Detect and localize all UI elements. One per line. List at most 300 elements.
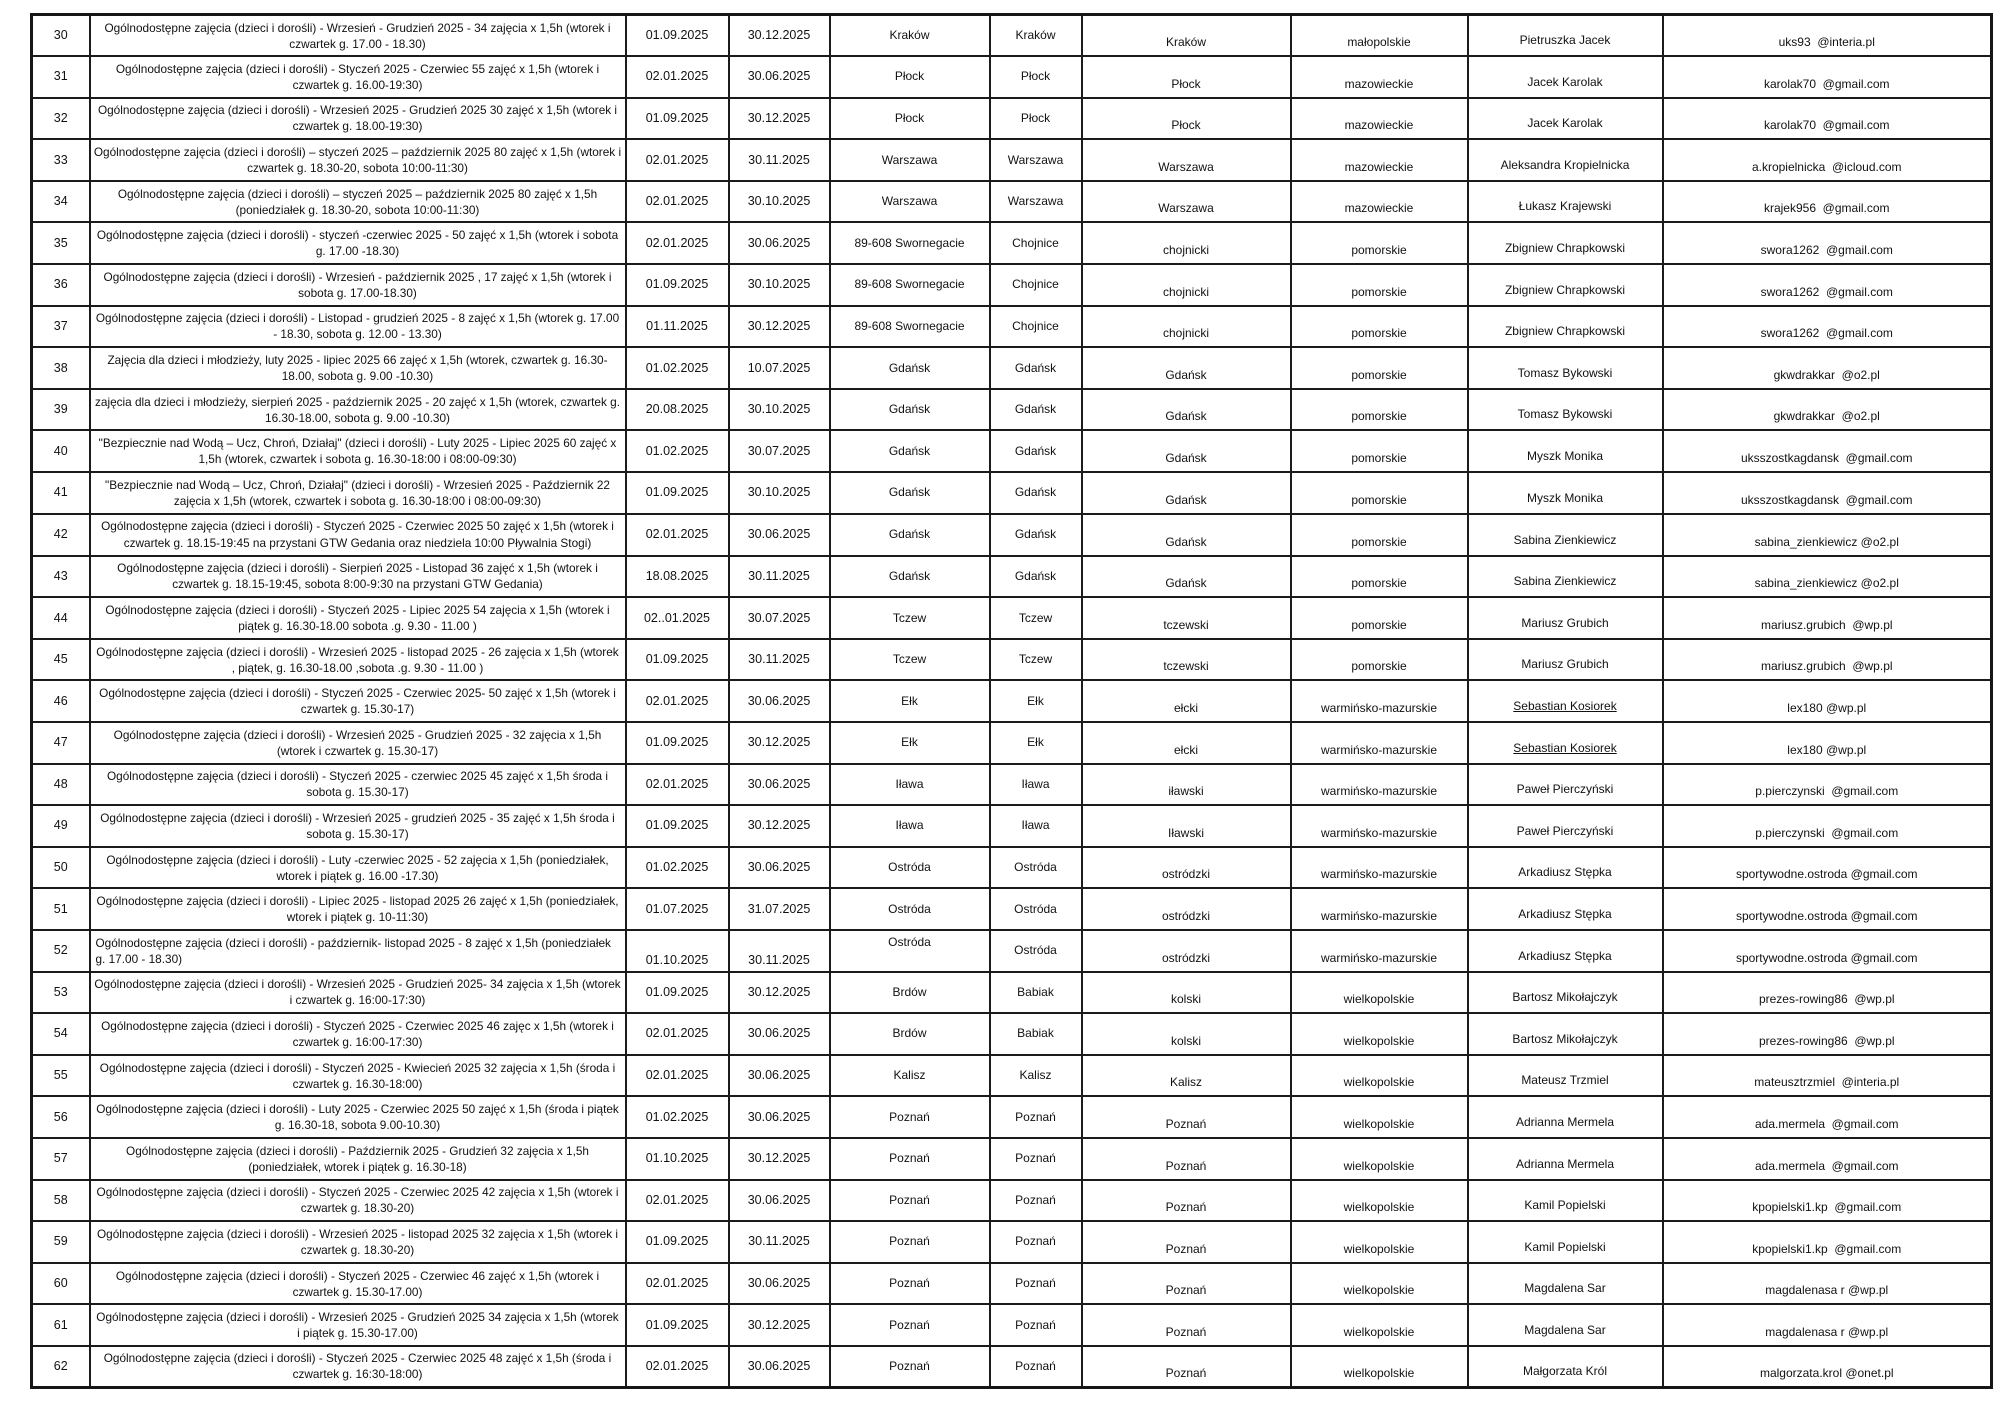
place [830, 1263, 990, 1305]
organizer-email [1663, 639, 1992, 681]
end-date [729, 514, 830, 556]
municipality-text: Gdańsk [1014, 568, 1057, 583]
activity-description [90, 181, 626, 223]
organizer-email-text: gkwdrakkar @o2.pl [1773, 367, 1880, 382]
activity-description [90, 98, 626, 140]
activity-description [90, 888, 626, 930]
row-number [32, 472, 90, 514]
end-date [729, 430, 830, 472]
end-date [729, 764, 830, 806]
organizer-name [1468, 1221, 1663, 1263]
organizer-name-text: Bartosz Mikołajczyk [1512, 1031, 1618, 1046]
municipality [990, 722, 1082, 764]
district [1082, 264, 1291, 306]
row-number [32, 389, 90, 431]
start-date-text: 20.08.2025 [645, 402, 709, 417]
start-date [626, 722, 729, 764]
place [830, 389, 990, 431]
end-date-text: 30.10.2025 [747, 485, 811, 500]
table-row [32, 847, 1992, 889]
place [830, 1304, 990, 1346]
municipality-text: Kalisz [1019, 1068, 1052, 1083]
organizer-name [1468, 264, 1663, 306]
district [1082, 472, 1291, 514]
activity-description-text: "Bezpiecznie nad Wodą – Ucz, Chroń, Działaj" (dzieci i dorośli) - Wrzesień 2025 - Październik 22 zajęcia x 1,5h (wtorek, czwartek i sobota g. 16.30-18:00 i 08:00-09:30) [105, 477, 610, 508]
row-number-text: 43 [53, 568, 68, 583]
organizer-email [1663, 56, 1992, 98]
row-number-text: 48 [53, 776, 68, 791]
organizer-email-text: sabina_zienkiewicz @o2.pl [1754, 576, 1899, 591]
activity-description [90, 389, 626, 431]
row-number-text: 62 [53, 1358, 68, 1373]
organizer-email [1663, 472, 1992, 514]
activity-description-text: Ogólnodostępne zajęcia (dzieci i dorośli) - Wrzesień 2025 - listopad 2025 32 zajęcia x 1,5h (wtorek i czwartek g. 18.30-20) [96, 1226, 619, 1257]
end-date-text: 30.12.2025 [747, 318, 811, 333]
place [830, 722, 990, 764]
organizer-name[interactable] [1468, 722, 1663, 764]
table-row [32, 680, 1992, 722]
organizer-email-text: ada.mermela @gmail.com [1754, 1158, 1899, 1173]
organizer-name-text: Tomasz Bykowski [1517, 365, 1613, 380]
organizer-email-text: p.pierczynski @gmail.com [1755, 784, 1899, 799]
voivodeship-text: pomorskie [1351, 367, 1407, 382]
district [1082, 556, 1291, 598]
organizer-email-text: prezes-rowing86 @wp.pl [1758, 1033, 1895, 1048]
municipality [990, 1013, 1082, 1055]
start-date [626, 805, 729, 847]
place [830, 264, 990, 306]
municipality [990, 847, 1082, 889]
organizer-name-text: Jacek Karolak [1527, 74, 1603, 89]
row-number-text: 37 [53, 318, 68, 333]
organizer-name-text: Arkadiusz Stępka [1518, 865, 1612, 880]
organizer-email-text: ada.mermela @gmail.com [1754, 1116, 1899, 1131]
organizer-email [1663, 930, 1992, 972]
place-text: Ełk [901, 735, 918, 750]
municipality-text: Gdańsk [1014, 485, 1057, 500]
start-date [626, 764, 729, 806]
organizer-name-text: Zbigniew Chrapkowski [1504, 324, 1626, 339]
activity-description [90, 222, 626, 264]
end-date [729, 972, 830, 1014]
start-date-text: 01.09.2025 [645, 818, 709, 833]
place [830, 514, 990, 556]
voivodeship-text: pomorskie [1351, 534, 1407, 549]
activity-description-text: Ogólnodostępne zajęcia (dzieci i dorośli) - Styczeń 2025 - Czerwiec 46 zajęć x 1,5h (wtorek i czwartek g. 15.30-17.00) [115, 1268, 600, 1299]
municipality-text: Tczew [1018, 652, 1053, 667]
activity-description-text: Ogólnodostępne zajęcia (dzieci i dorośli) - Wrzesień 2025 - grudzień 2025 - 35 zajęć x 1,5h środa i sobota g. 15.30-17) [100, 810, 615, 841]
organizer-email [1663, 306, 1992, 348]
municipality-text: Iława [1021, 776, 1050, 791]
voivodeship [1291, 98, 1468, 140]
end-date [729, 639, 830, 681]
start-date [626, 514, 729, 556]
district-text: Gdańsk [1165, 576, 1207, 591]
organizer-name [1468, 181, 1663, 223]
end-date [729, 139, 830, 181]
voivodeship-text: warmińsko-mazurskie [1320, 742, 1438, 757]
place [830, 680, 990, 722]
start-date-text: 18.08.2025 [645, 568, 709, 583]
table-row [32, 639, 1992, 681]
place-text: Brdów [892, 984, 927, 999]
district-text: kolski [1170, 992, 1201, 1007]
activity-description-text: Ogólnodostępne zajęcia (dzieci i dorośli) - Styczeń 2025 - Czerwiec 55 zajęć x 1,5h (wtorek i czwartek g. 16.00-19:30) [115, 61, 600, 92]
voivodeship-text: mazowieckie [1344, 76, 1414, 91]
table-row [32, 514, 1992, 556]
row-number [32, 98, 90, 140]
organizer-email-text: swora1262 @gmail.com [1760, 284, 1893, 299]
municipality-text: Poznań [1015, 1109, 1056, 1124]
municipality [990, 389, 1082, 431]
municipality [990, 306, 1082, 348]
table-row [32, 347, 1992, 389]
organizer-email-text: kpopielski1.kp @gmail.com [1752, 1241, 1902, 1256]
place-text: Brdów [892, 1026, 927, 1041]
organizer-name [1468, 972, 1663, 1014]
organizer-email [1663, 1055, 1992, 1097]
activity-description [90, 639, 626, 681]
organizer-name-text: Paweł Pierczyński [1516, 782, 1614, 797]
organizer-name [1468, 888, 1663, 930]
row-number [32, 1180, 90, 1222]
end-date [729, 1055, 830, 1097]
municipality [990, 1221, 1082, 1263]
start-date-text: 01.09.2025 [645, 652, 709, 667]
row-number-text: 36 [53, 277, 68, 292]
table-row [32, 972, 1992, 1014]
voivodeship [1291, 556, 1468, 598]
organizer-email [1663, 389, 1992, 431]
place [830, 930, 990, 972]
organizer-email-text: kpopielski1.kp @gmail.com [1752, 1200, 1902, 1215]
municipality [990, 639, 1082, 681]
district [1082, 1346, 1291, 1388]
organizer-email-text: uksszostkagdansk @gmail.com [1740, 451, 1913, 466]
activity-description [90, 1055, 626, 1097]
end-date [729, 1138, 830, 1180]
district-text: Poznań [1165, 1200, 1207, 1215]
start-date-text: 02.01.2025 [645, 693, 709, 708]
activity-description [90, 1263, 626, 1305]
municipality [990, 98, 1082, 140]
organizer-name-text: Mateusz Trzmiel [1521, 1073, 1609, 1088]
municipality-text: Poznań [1015, 1234, 1056, 1249]
organizer-email [1663, 15, 1992, 57]
row-number-text: 44 [53, 610, 68, 625]
voivodeship [1291, 972, 1468, 1014]
organizer-email-text: swora1262 @gmail.com [1760, 243, 1893, 258]
place-text: Iława [895, 776, 924, 791]
district-text: ełcki [1173, 742, 1198, 757]
voivodeship [1291, 680, 1468, 722]
voivodeship-text: wielkopolskie [1343, 1241, 1415, 1256]
start-date-text: 01.09.2025 [645, 28, 709, 43]
row-number-text: 59 [53, 1234, 68, 1249]
municipality [990, 347, 1082, 389]
row-number [32, 347, 90, 389]
place [830, 972, 990, 1014]
voivodeship-text: mazowieckie [1344, 159, 1414, 174]
end-date [729, 680, 830, 722]
table-row [32, 472, 1992, 514]
start-date-text: 02.01.2025 [645, 69, 709, 84]
voivodeship [1291, 264, 1468, 306]
place [830, 98, 990, 140]
activity-description [90, 930, 626, 972]
start-date-text: 01.10.2025 [645, 952, 709, 967]
organizer-email [1663, 139, 1992, 181]
organizer-email-text: sportywodne.ostroda @gmail.com [1735, 867, 1918, 882]
place-text: Poznań [889, 1151, 930, 1166]
place-text: Gdańsk [888, 485, 931, 500]
organizer-name-text: Sebastian Kosiorek [1513, 699, 1617, 713]
district-text: Kalisz [1169, 1075, 1202, 1090]
district [1082, 1221, 1291, 1263]
place-text: Płock [894, 110, 925, 125]
organizer-email [1663, 847, 1992, 889]
row-number-text: 58 [53, 1192, 68, 1207]
voivodeship-text: warmińsko-mazurskie [1320, 784, 1438, 799]
voivodeship-text: warmińsko-mazurskie [1320, 908, 1438, 923]
organizer-name-text: Magdalena Sar [1524, 1281, 1606, 1296]
place-text: Poznań [889, 1276, 930, 1291]
place-text: Poznań [889, 1358, 930, 1373]
end-date [729, 472, 830, 514]
start-date [626, 15, 729, 57]
organizer-email [1663, 98, 1992, 140]
place [830, 1096, 990, 1138]
row-number [32, 930, 90, 972]
district [1082, 1263, 1291, 1305]
place-text: Kraków [889, 28, 930, 43]
start-date-text: 02.01.2025 [645, 776, 709, 791]
place [830, 1013, 990, 1055]
end-date [729, 597, 830, 639]
voivodeship [1291, 1304, 1468, 1346]
district-text: kolski [1170, 1033, 1201, 1048]
voivodeship [1291, 597, 1468, 639]
place-text: Warszawa [881, 194, 938, 209]
start-date-text: 01.07.2025 [645, 901, 709, 916]
organizer-name[interactable] [1468, 680, 1663, 722]
start-date-text: 01.09.2025 [645, 1317, 709, 1332]
municipality [990, 1055, 1082, 1097]
activity-description-text: Ogólnodostępne zajęcia (dzieci i dorośli) – styczeń 2025 – październik 2025 80 zajęć x 1,5h (wtorek i czwartek g. 18.30-20, sobota 10:00-11:30) [93, 145, 622, 176]
row-number-text: 49 [53, 818, 68, 833]
district-text: chojnicki [1162, 243, 1210, 258]
voivodeship [1291, 472, 1468, 514]
place-text: Poznań [889, 1109, 930, 1124]
organizer-email-text: krajek956 @gmail.com [1763, 201, 1890, 216]
start-date-text: 01.02.2025 [645, 860, 709, 875]
place [830, 181, 990, 223]
start-date [626, 306, 729, 348]
voivodeship [1291, 639, 1468, 681]
organizer-name-text: Arkadiusz Stępka [1518, 948, 1612, 963]
row-number [32, 639, 90, 681]
district [1082, 888, 1291, 930]
end-date [729, 1180, 830, 1222]
start-date [626, 972, 729, 1014]
row-number-text: 57 [53, 1151, 68, 1166]
row-number-text: 33 [53, 152, 68, 167]
end-date [729, 98, 830, 140]
place [830, 888, 990, 930]
row-number [32, 15, 90, 57]
voivodeship-text: wielkopolskie [1343, 1283, 1415, 1298]
table-row [32, 1055, 1992, 1097]
row-number [32, 805, 90, 847]
activity-description-text: Ogólnodostępne zajęcia (dzieci i dorośli) - Styczeń 2025 - Czerwiec 2025 48 zajęć x 1,5h (środa i czwartek g. 16:30-18:00) [103, 1351, 612, 1382]
end-date [729, 1304, 830, 1346]
district-text: Płock [1171, 118, 1201, 133]
place [830, 139, 990, 181]
place [830, 1221, 990, 1263]
organizer-email-text: a.kropielnicka @icloud.com [1751, 159, 1902, 174]
activity-description-text: Ogólnodostępne zajęcia (dzieci i dorośli) - Wrzesień 2025 - Grudzień 2025 34 zajęcia x 1,5h (wtorek i piątek g. 15.30-17.00) [96, 1310, 619, 1341]
organizer-email [1663, 680, 1992, 722]
table-row [32, 1263, 1992, 1305]
organizer-name [1468, 1055, 1663, 1097]
end-date-text: 30.12.2025 [747, 1317, 811, 1332]
start-date-text: 02.01.2025 [645, 152, 709, 167]
start-date [626, 597, 729, 639]
voivodeship-text: małopolskie [1347, 35, 1411, 50]
end-date [729, 556, 830, 598]
activity-description-text: Ogólnodostępne zajęcia (dzieci i dorośli) - Styczeń 2025 - Lipiec 2025 54 zajęcia x 1,5h (wtorek i piątek g. 16.30-18.00 sobota .g. 9.30 - 11.00 ) [105, 603, 610, 634]
organizer-name-text: Adrianna Mermela [1515, 1114, 1615, 1129]
municipality [990, 1138, 1082, 1180]
voivodeship-text: wielkopolskie [1343, 1158, 1415, 1173]
end-date [729, 222, 830, 264]
district [1082, 1013, 1291, 1055]
activity-description [90, 847, 626, 889]
activity-description [90, 764, 626, 806]
municipality [990, 222, 1082, 264]
organizer-name-text: Sabina Zienkiewicz [1513, 532, 1617, 547]
row-number [32, 1221, 90, 1263]
activity-description-text: Ogólnodostępne zajęcia (dzieci i dorośli) - Sierpień 2025 - Listopad 36 zajęć x 1,5h (wtorek i czwartek g. 18.15-19:45, sobota 8:00-9:30 na przystani GTW Gedania) [117, 561, 598, 592]
activity-description-text: Ogólnodostępne zajęcia (dzieci i dorośli) - październik- listopad 2025 - 8 zajęć x 1,5h (poniedziałek g. 17.00 - 18.30) [95, 935, 611, 966]
place-text: Ostróda [888, 901, 931, 916]
organizer-email [1663, 972, 1992, 1014]
organizer-email [1663, 1013, 1992, 1055]
organizer-name [1468, 764, 1663, 806]
place-text: Ostróda [888, 934, 931, 949]
row-number [32, 1304, 90, 1346]
activity-description [90, 1346, 626, 1388]
municipality-text: Gdańsk [1014, 360, 1057, 375]
place [830, 805, 990, 847]
table-row [32, 139, 1992, 181]
voivodeship [1291, 1055, 1468, 1097]
row-number-text: 34 [53, 194, 68, 209]
organizer-email-text: swora1262 @gmail.com [1760, 326, 1893, 341]
row-number-text: 60 [53, 1276, 68, 1291]
organizer-name [1468, 306, 1663, 348]
row-number [32, 222, 90, 264]
table-row [32, 1096, 1992, 1138]
municipality-text: Poznań [1015, 1358, 1056, 1373]
start-date-text: 01.09.2025 [645, 485, 709, 500]
district-text: Poznań [1165, 1366, 1207, 1380]
end-date-text: 30.06.2025 [747, 1192, 811, 1207]
row-number-text: 42 [53, 527, 68, 542]
table-row [32, 98, 1992, 140]
place-text: Gdańsk [888, 568, 931, 583]
voivodeship-text: wielkopolskie [1343, 1200, 1415, 1215]
district [1082, 1180, 1291, 1222]
district-text: iławski [1168, 784, 1204, 799]
organizer-name-text: Arkadiusz Stępka [1518, 906, 1612, 921]
activity-description-text: Ogólnodostępne zajęcia (dzieci i dorośli) - Listopad - grudzień 2025 - 8 zajęć x 1,5h (wtorek g. 17.00 - 18.30, sobota g. 12.00 - 13.30) [95, 311, 620, 342]
place-text: Warszawa [881, 152, 938, 167]
organizer-name [1468, 556, 1663, 598]
organizer-name-text: Kamil Popielski [1524, 1198, 1606, 1213]
district-text: Gdańsk [1165, 409, 1207, 424]
district [1082, 222, 1291, 264]
table-row [32, 888, 1992, 930]
district [1082, 139, 1291, 181]
start-date [626, 1346, 729, 1388]
organizer-name [1468, 1013, 1663, 1055]
organizer-name-text: Adrianna Mermela [1515, 1156, 1615, 1171]
voivodeship-text: wielkopolskie [1343, 1033, 1415, 1048]
table-row [32, 597, 1992, 639]
organizer-name-text: Kamil Popielski [1524, 1239, 1606, 1254]
end-date [729, 1263, 830, 1305]
activity-description [90, 15, 626, 57]
district-text: Poznań [1165, 1158, 1207, 1173]
voivodeship-text: mazowieckie [1344, 201, 1414, 216]
municipality-text: Ełk [1027, 735, 1044, 750]
start-date [626, 430, 729, 472]
place-text: Gdańsk [888, 527, 931, 542]
district [1082, 805, 1291, 847]
activity-description [90, 264, 626, 306]
row-number [32, 306, 90, 348]
place-text: Tczew [892, 652, 927, 667]
end-date-text: 30.07.2025 [747, 610, 811, 625]
district-text: Warszawa [1158, 159, 1214, 174]
voivodeship [1291, 1013, 1468, 1055]
organizer-email-text: magdalenasa r @wp.pl [1765, 1324, 1889, 1339]
row-number [32, 1346, 90, 1388]
district [1082, 56, 1291, 98]
voivodeship [1291, 1096, 1468, 1138]
voivodeship [1291, 722, 1468, 764]
row-number [32, 430, 90, 472]
start-date [626, 472, 729, 514]
place [830, 847, 990, 889]
organizer-name [1468, 98, 1663, 140]
registry-table-body [32, 15, 1992, 1388]
start-date [626, 556, 729, 598]
district [1082, 347, 1291, 389]
end-date [729, 306, 830, 348]
activity-description-text: zajęcia dla dzieci i młodzieży, sierpień 2025 - październik 2025 - 20 zajęć x 1,5h (wtorek, czwartek g. 16.30-18.00, sobota g. 9.00 -10.30) [95, 394, 620, 425]
place [830, 597, 990, 639]
district [1082, 430, 1291, 472]
voivodeship-text: warmińsko-mazurskie [1320, 867, 1438, 882]
start-date [626, 639, 729, 681]
municipality-text: Płock [1020, 110, 1051, 125]
activity-description [90, 556, 626, 598]
municipality-text: Tczew [1018, 610, 1053, 625]
row-number-text: 35 [53, 235, 68, 250]
district-text: Gdańsk [1165, 367, 1207, 382]
